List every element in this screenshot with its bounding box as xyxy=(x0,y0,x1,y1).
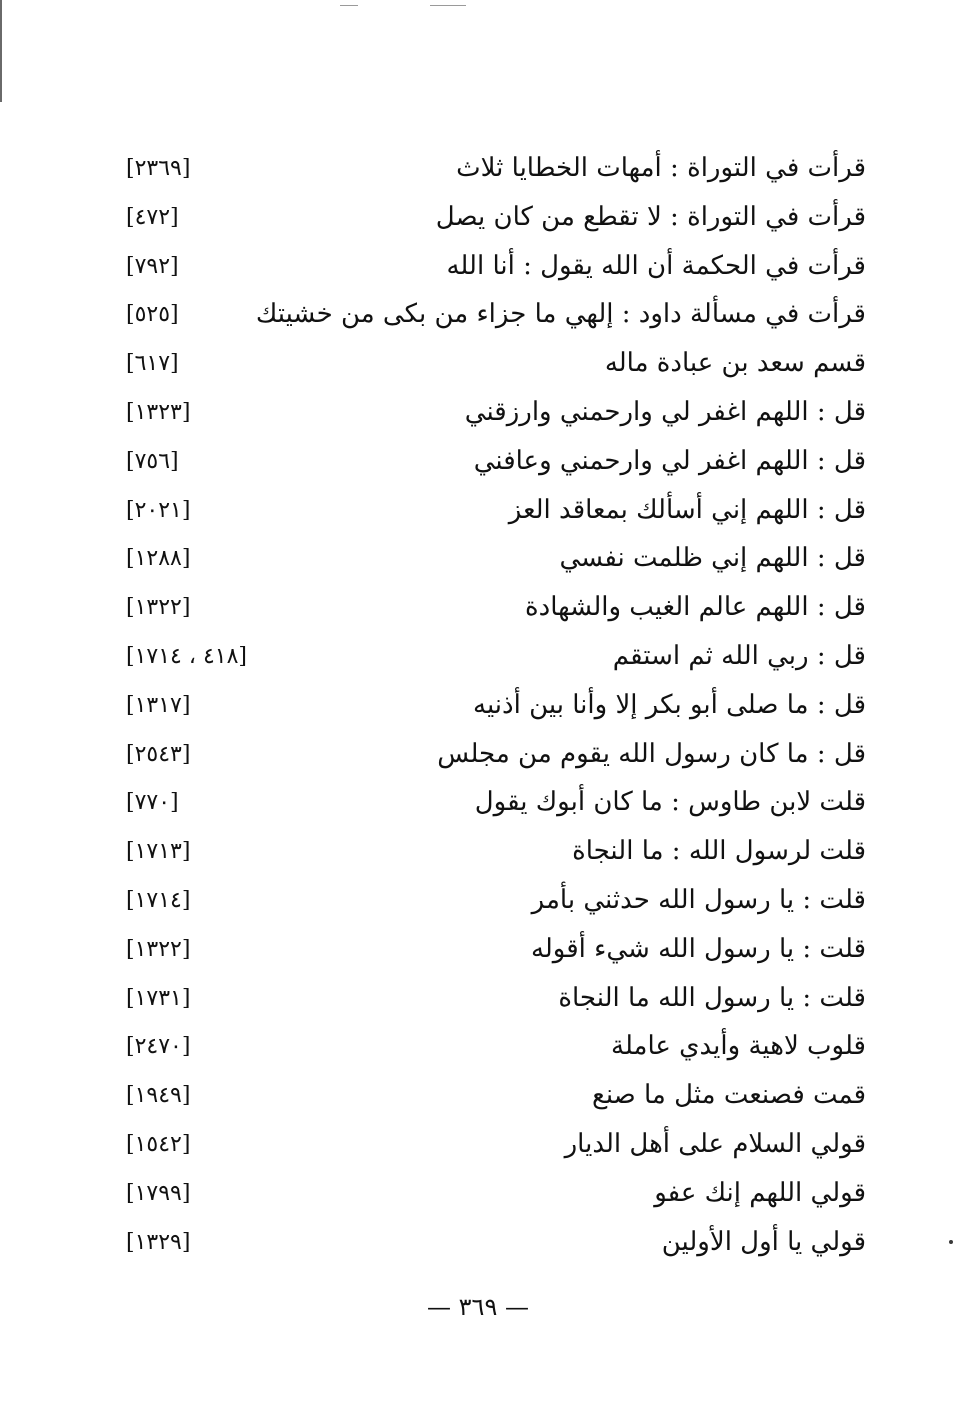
entry-reference: [١٧١٣] xyxy=(126,839,191,865)
entry-reference: [٤١٨ ، ١٧١٤] xyxy=(126,643,247,669)
entry-reference: [١٣٢٢] xyxy=(126,936,191,962)
index-entry xyxy=(0,927,956,976)
index-entry xyxy=(0,683,956,732)
entry-reference: [٢٣٦٩] xyxy=(126,156,191,181)
entry-text: قلت لرسول الله : ما النجاة xyxy=(572,836,866,867)
index-entry xyxy=(0,829,956,878)
index-entry xyxy=(0,146,956,195)
entry-text: قلت لابن طاوس : ما كان أبوك يقول xyxy=(474,787,866,818)
entry-reference: [١٣١٧] xyxy=(126,692,191,718)
scan-edge-line xyxy=(0,0,2,102)
entry-reference: [١٣٢٣] xyxy=(126,399,191,425)
entry-reference: [٤٧٢] xyxy=(126,204,179,230)
entry-text: قرأت في التوراة : أمهات الخطايا ثلاث xyxy=(456,153,866,183)
index-entry xyxy=(0,439,956,488)
index-entry xyxy=(0,1220,956,1269)
entry-text: قولي اللهم إنك عفو xyxy=(654,1177,866,1208)
entry-text: قلوب لاهية وأيدي عاملة xyxy=(611,1031,866,1062)
entry-text: قل : اللهم عالم الغيب والشهادة xyxy=(525,592,866,623)
index-entry xyxy=(0,390,956,439)
entry-text: قل : اللهم إني ظلمت نفسي xyxy=(559,543,866,574)
entry-reference: [١٧١٤] xyxy=(126,887,191,913)
page-number: — ٣٦٩ — xyxy=(427,1293,529,1321)
entry-reference: [١٧٩٩] xyxy=(126,1180,191,1206)
index-entry xyxy=(0,976,956,1025)
entry-text: قل : اللهم اغفر لي وارحمني وعافني xyxy=(473,445,866,476)
index-entry xyxy=(0,732,956,781)
entry-reference: [٥٢٥] xyxy=(126,302,179,328)
entry-reference: [١٥٤٢] xyxy=(126,1131,191,1157)
index-entry xyxy=(0,244,956,293)
entry-text: قسم سعد بن عبادة ماله xyxy=(604,348,866,379)
entry-reference: [١٢٨٨] xyxy=(126,546,191,572)
entry-reference: [٦١٧] xyxy=(126,351,179,377)
index-entry xyxy=(0,341,956,390)
index-entry xyxy=(0,536,956,585)
index-entry xyxy=(0,1122,956,1171)
entry-reference: [١٣٢٩] xyxy=(126,1229,191,1255)
entry-text: قلت : يا رسول الله شيء أقوله xyxy=(530,933,866,964)
entry-text: قل : ما صلى أبو بكر إلا وأنا بين أذنيه xyxy=(473,689,866,720)
header-rule-left xyxy=(340,5,358,6)
entry-text: قرأت في الحكمة أن الله يقول : أنا الله xyxy=(446,250,866,281)
header-rule-right xyxy=(430,5,466,6)
index-entry xyxy=(0,585,956,634)
entry-reference: [٧٧٠] xyxy=(126,790,179,816)
index-entry xyxy=(0,1171,956,1220)
index-entry xyxy=(0,195,956,244)
entry-text: قمت فصنعت مثل ما صنع xyxy=(591,1080,866,1111)
index-entry xyxy=(0,780,956,829)
entry-text: قلت : يا رسول الله حدثني بأمر xyxy=(531,884,866,915)
entry-reference: [٢٤٧٠] xyxy=(126,1034,191,1060)
entry-text: قرأت في التوراة : لا تقطع من كان يصل xyxy=(435,201,866,232)
index-entry xyxy=(0,878,956,927)
entry-reference: [٢٠٢١] xyxy=(126,497,191,523)
entry-text: قل : ما كان رسول الله يقوم من مجلس xyxy=(437,738,866,769)
entry-text: قولي السلام على أهل الديار xyxy=(564,1128,866,1159)
entry-text: قرأت في مسألة داود : إلهي ما جزاء من بكى من خشيتك xyxy=(255,299,866,330)
entry-reference: [١٩٤٩] xyxy=(126,1083,191,1109)
entry-reference: [١٧٣١] xyxy=(126,985,191,1011)
entry-text: قلت : يا رسول الله ما النجاة xyxy=(558,982,866,1013)
entry-reference: [٧٩٢] xyxy=(126,253,179,279)
entry-text: قل : اللهم إني أسألك بمعاقد العز xyxy=(508,494,866,525)
entry-reference: [١٣٢٢] xyxy=(126,595,191,621)
index-entry xyxy=(0,634,956,683)
entry-text: قل : اللهم اغفر لي وارحمني وارزقني xyxy=(464,396,866,427)
entry-text: قل : ربي الله ثم استقم xyxy=(612,640,866,671)
index-entry xyxy=(0,1073,956,1122)
entry-text: قولي يا أول الأولين xyxy=(661,1226,866,1257)
entry-reference: [٢٥٤٣] xyxy=(126,741,191,767)
index-entry xyxy=(0,488,956,537)
entry-reference: [٧٥٦] xyxy=(126,448,179,474)
index-entry xyxy=(0,1024,956,1073)
index-entry-list xyxy=(0,146,956,1268)
index-entry xyxy=(0,292,956,341)
